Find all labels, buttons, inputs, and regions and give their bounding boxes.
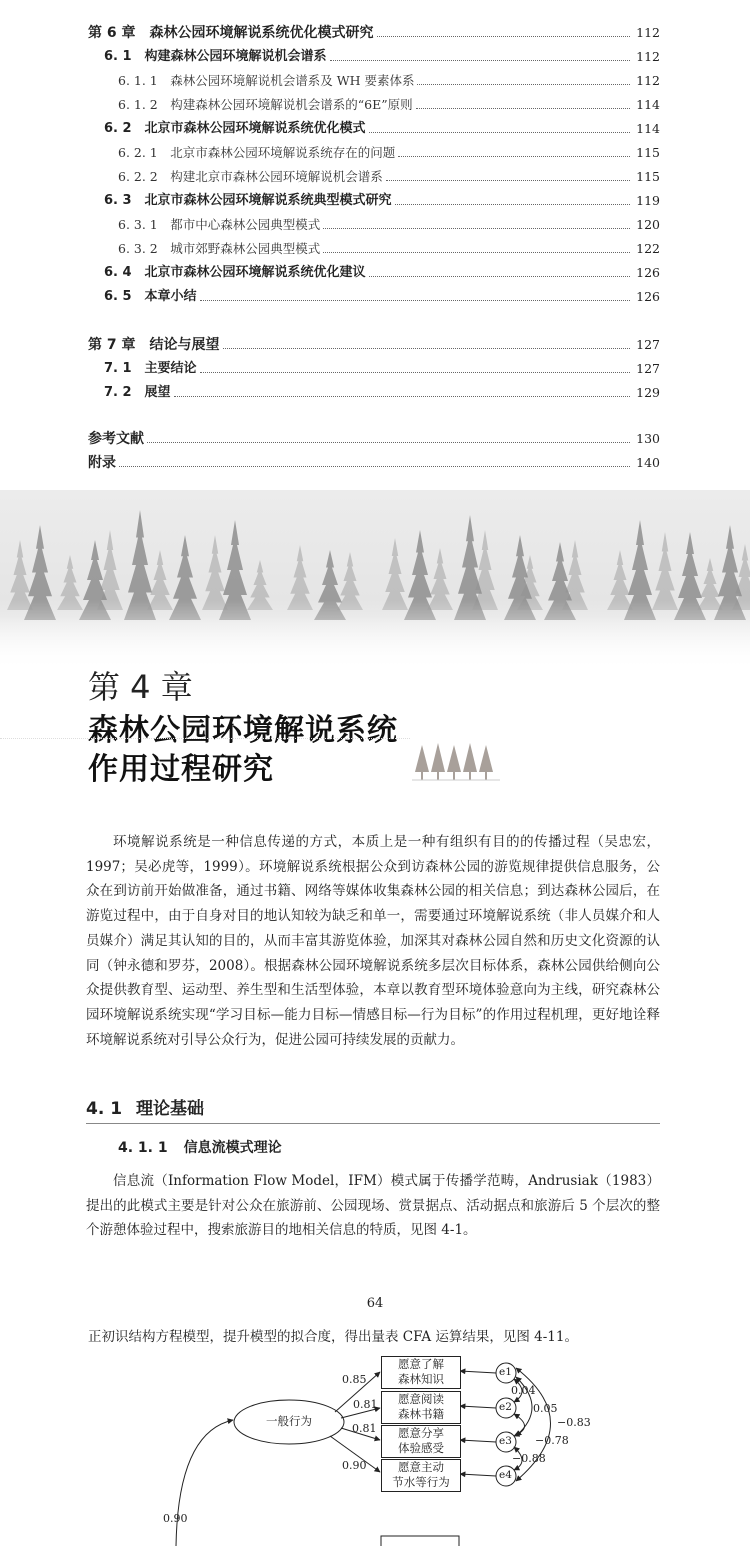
chapter-title-line-2: 作用过程研究 [88,752,274,787]
toc-entry-page: 112 [636,25,660,40]
error-label-e1: e1 [499,1366,512,1378]
indicator-3-line-2: 体验感受 [398,1441,444,1455]
toc-entry-page: 122 [636,241,660,256]
toc-entry[interactable] [88,336,660,354]
indicator-box-3 [381,1425,461,1458]
toc-leader-dots [174,396,631,397]
cfa-intro-text: 正初识结构方程模型，提升模型的拟合度，得出量表 CFA 运算结果，见图 4-11。 [88,1329,578,1345]
chapter-intro-paragraph: 环境解说系统是一种信息传递的方式，本质上是一种有组织有目的的传播过程（吴忠宏，1997；吴必虎等，1999）。环境解说系统根据公众到访森林公园的游览规律提供信息服务，公众在到访前开始做准备，通过书籍、网络等媒体收集森林公园的相关信息；到达森林公园后，在游览过程中，由于自身对目的地认知较为缺乏和单一，需要通过环境解说系统（非人员媒介和人员媒介）满足其认知的目的，从而丰富其游览体验，加深其对森林公园自然和历史文化资源的认同（钟永德和罗芬，2008）。根据森林公园环境解说系统多层次目标体系，森林公园供给侧向公众提供教育型、运动型、养生型和生活型体验，本章以教育型环境体验意向为主线，研究森林公园环境解说系统实现“学习目标—能力目标—情感目标—行为目标”的作用过程机理，更好地诠释环境解说系统对引导公众行为，促进公园可持续发展的贡献力。 [86,834,660,1048]
page-number: 64 [366,1296,384,1311]
toc-entry[interactable] [104,192,660,210]
toc-entry-page: 120 [636,217,660,232]
indicator-1-line-2: 森林知识 [398,1372,444,1386]
toc-entry-page: 115 [636,169,660,184]
chapter-title-line-1: 森林公园环境解说系统 [88,713,398,748]
section-heading [86,1094,204,1119]
indicator-4-line-1: 愿意主动 [398,1460,444,1474]
correlation-e1-e2: 0.04 [511,1384,536,1397]
toc-entry-page: 114 [636,121,660,136]
toc-entry-label: 6. 3. 2 城市郊野森林公园典型模式 [118,241,321,256]
toc-leader-dots [395,204,631,205]
toc-entry-label: 6. 3. 1 都市中心森林公园典型模式 [118,217,321,232]
toc-leader-dots [330,60,631,61]
section-title: 理论基础 [136,1099,205,1119]
title-dotted-rule [0,738,410,739]
toc-entry-page: 112 [636,49,660,64]
error-label-e3: e3 [499,1435,512,1447]
toc-leader-dots [323,252,630,253]
toc-entry-page: 127 [636,337,660,352]
toc-entry[interactable] [104,264,660,282]
toc-entry-label: 6. 3 北京市森林公园环境解说系统典型模式研究 [104,193,392,208]
loading-1: 0.85 [342,1373,367,1386]
loading-3: 0.81 [352,1422,377,1435]
chapter-number: 第 4 章 [88,668,193,706]
toc-entry-page: 129 [636,385,660,400]
toc-entry-label: 6. 2 北京市森林公园环境解说系统优化模式 [104,121,366,136]
indicator-3-line-1: 愿意分享 [398,1426,444,1440]
toc-entry-label: 第 7 章 结论与展望 [88,337,220,353]
toc-leader-dots [200,300,631,301]
toc-entry[interactable] [118,72,660,90]
structural-coefficient: 0.90 [163,1512,188,1525]
toc-leader-dots [386,180,630,181]
toc-leader-dots [417,84,630,85]
subsection-number: 4. 1. 1 [118,1140,168,1156]
toc-leader-dots [200,372,631,373]
subsection-title: 信息流模式理论 [183,1140,282,1156]
indicator-4-line-2: 节水等行为 [392,1475,450,1489]
toc-entry[interactable] [104,384,660,402]
toc-entry-label: 7. 1 主要结论 [104,361,197,376]
toc-entry-page: 140 [636,455,660,470]
correlation-e2-e3: −0.78 [535,1434,569,1447]
toc-entry-page: 115 [636,145,660,160]
toc-entry[interactable] [88,24,660,42]
toc-entry[interactable] [104,120,660,138]
toc-entry-page: 114 [636,97,660,112]
toc-entry-label: 参考文献 [88,431,144,447]
toc-leader-dots [398,156,630,157]
toc-entry-label: 第 6 章 森林公园环境解说系统优化模式研究 [88,25,374,41]
structural-path [176,1420,233,1546]
toc-entry[interactable] [118,144,660,162]
toc-entry[interactable] [104,288,660,306]
toc-entry[interactable] [118,216,660,234]
latent-label: 一般行为 [266,1414,312,1428]
toc-entry-page: 112 [636,73,660,88]
table-of-contents [0,0,750,490]
toc-entry-page: 126 [636,265,660,280]
toc-entry-label: 6. 1. 2 构建森林公园环境解说机会谱系的“6E”原则 [118,97,413,112]
toc-entry-label: 6. 2. 1 北京市森林公园环境解说系统存在的问题 [118,145,396,160]
indicator-box-2 [381,1391,461,1424]
subsection-paragraph: 信息流（Information Flow Model，IFM）模式属于传播学范畴，Andrusiak（1983）提出的此模式主要是针对公众在旅游前、公园现场、赏景据点、活动据点和旅游后 5 个层次的整个游憩体验过程中，搜索旅游目的地相关信息的特质，见图 4-1。 [86,1173,660,1239]
trees-icon [412,742,502,782]
toc-entry[interactable] [118,96,660,114]
correlation-e1-e4: −0.83 [557,1416,591,1429]
toc-leader-dots [377,36,631,37]
toc-entry-page: 126 [636,289,660,304]
toc-leader-dots [119,466,630,467]
toc-entry-label: 6. 4 北京市森林公园环境解说系统优化建议 [104,265,366,280]
toc-entry-label: 7. 2 展望 [104,385,171,400]
toc-entry-label: 6. 2. 2 构建北京市森林公园环境解说机会谱系 [118,169,383,184]
loading-2: 0.81 [353,1398,378,1411]
indicator-box-4 [381,1459,461,1492]
toc-entry-label: 6. 1 构建森林公园环境解说机会谱系 [104,49,327,64]
toc-leader-dots [223,348,631,349]
error-label-e2: e2 [499,1401,512,1413]
toc-entry-page: 119 [636,193,660,208]
indicator-2-line-2: 森林书籍 [398,1407,444,1421]
correlation-e3-e4: −0.88 [512,1452,546,1465]
subsection-heading [118,1137,282,1157]
toc-entry[interactable] [88,454,660,472]
indicator-1-line-1: 愿意了解 [398,1357,444,1371]
toc-leader-dots [147,442,630,443]
toc-entry[interactable] [118,168,660,186]
toc-entry[interactable] [118,240,660,258]
toc-entry[interactable] [104,360,660,378]
toc-entry-page: 130 [636,431,660,446]
forest-banner-illustration [0,490,750,670]
toc-leader-dots [416,108,631,109]
cfa-page [0,1322,750,1546]
error-label-e4: e4 [499,1469,512,1481]
section-divider [86,1123,660,1124]
chapter-page [0,490,750,1320]
toc-entry-label: 6. 1. 1 森林公园环境解说机会谱系及 WH 要素体系 [118,73,415,88]
toc-leader-dots [369,132,631,133]
indicator-2-line-1: 愿意阅读 [398,1392,444,1406]
indicator-box-1 [381,1356,461,1389]
toc-leader-dots [323,228,630,229]
toc-entry-page: 127 [636,361,660,376]
toc-entry-label: 附录 [88,455,116,471]
correlation-e1-e3: 0.05 [533,1402,558,1415]
section-number: 4. 1 [86,1099,123,1119]
toc-entry[interactable] [88,430,660,448]
loading-4: 0.90 [342,1459,367,1472]
toc-leader-dots [369,276,631,277]
toc-entry[interactable] [104,48,660,66]
toc-entry-label: 6. 5 本章小结 [104,289,197,304]
